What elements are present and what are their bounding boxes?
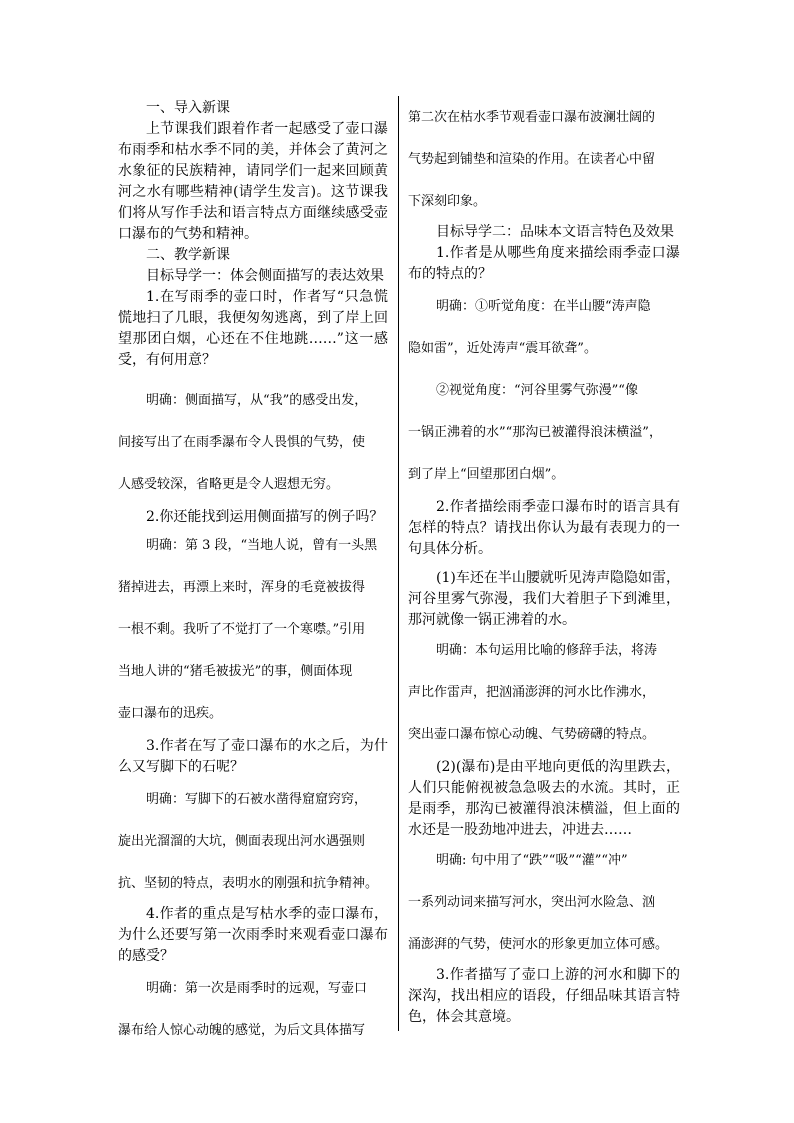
- answer-line: 猪掉进去，再漂上来时，浑身的毛竟被拔得: [118, 580, 366, 595]
- answer-line: 一锅正沸着的水”“那沟已被灌得浪沫横溢”，: [408, 425, 662, 440]
- question-2: 2.你还能找到运用侧面描写的例子吗？: [146, 509, 384, 525]
- answer-line: 间接写出了在雨季瀑布令人畏惧的气势，使: [118, 435, 366, 450]
- answer-line: 当地人讲的“猪毛被拔光”的事，侧面体现: [118, 664, 353, 679]
- question-3: 3.作者在写了壶口瀑布的水之后，为什么又写脚下的石呢？: [118, 738, 388, 775]
- answer-line: 明确：写脚下的石被水凿得窟窟窍窍，: [146, 792, 368, 807]
- answer-line: 一系列动词来描写河水，突出河水险急、汹: [408, 895, 656, 910]
- answer-line: 突出壶口瀑布惊心动魄、气势磅礴的特点。: [408, 727, 656, 742]
- question-r3: 3.作者描写了壶口上游的河水和脚下的深沟，找出相应的语段，仔细品味其语言特色，体会其意境。: [408, 967, 680, 1025]
- answer-line: 明确：①听觉角度：在半山腰“涛声隐: [436, 299, 651, 314]
- answer-line: 声比作雷声，把汹涌澎湃的河水比作沸水，: [408, 685, 656, 700]
- answer-line: 壶口瀑布的迅疾。: [118, 706, 223, 721]
- answer-line: 第二次在枯水季节观看壶口瀑布波澜壮阔的: [408, 110, 656, 125]
- answer-line: 一根不剩。我听了不觉打了一个寒噤。”引用: [118, 622, 366, 637]
- answer-line: 抗、坚韧的特点，表明水的刚强和抗争精神。: [118, 876, 379, 891]
- answer-r1: [408, 297, 680, 485]
- answer-line: 明确：第 3 段，“当地人说，曾有一头黑: [146, 538, 378, 553]
- answer-line: 明确: 句中用了“跌”“吸”“灌”“冲”: [436, 853, 628, 868]
- answer-line: 涌澎湃的气势，使河水的形象更加立体可感。: [408, 937, 669, 952]
- answer-line: 下深刻印象。: [408, 194, 487, 209]
- answer-s2: [408, 851, 680, 955]
- answer-3: [118, 790, 388, 894]
- question-1: 1.在写雨季的壶口时，作者写“只急慌慌地扫了几眼，我便匆匆逃离，到了岸上回望那团白烟，心还在不住地跳……”这一感受，有何用意？: [118, 289, 388, 368]
- answer-line: 旋出光溜溜的大坑，侧面表现出河水遇强则: [118, 834, 366, 849]
- answer-line: ②视觉角度：“河谷里雾气弥漫”“像: [436, 383, 638, 398]
- question-r2: 2.作者描绘雨季壶口瀑布时的语言具有怎样的特点？请找出你认为最有表现力的一句具体分析。: [408, 499, 680, 557]
- continued-answer: [408, 108, 680, 212]
- intro-paragraph: 上节课我们跟着作者一起感受了壶口瀑布雨季和枯水季不同的美，并体会了黄河之水象征的民族精神，请同学们一起来回顾黄河之水有哪些精神(请学生发言)。这节课我们将从写作手法和语言特点方面继续感受壶口瀑布的气势和精神。: [118, 121, 388, 242]
- example-sentence-2: (2)(瀑布)是由平地向更低的沟里跌去，人们只能俯视被急急吸去的水流。其时，正是雨季，那沟已被灌得浪沫横溢，但上面的水还是一股劲地冲进去，冲进去……: [408, 759, 680, 838]
- question-r1: 1.作者是从哪些角度来描绘雨季壶口瀑布的特点的？: [408, 245, 680, 282]
- goal-one-heading: 目标导学一：体会侧面描写的表达效果: [146, 268, 384, 284]
- answer-line: 明确：本句运用比喻的修辞手法，将涛: [436, 643, 658, 658]
- section-heading-intro: 一、导入新课: [146, 100, 230, 116]
- section-heading-new-lesson: 二、教学新课: [146, 247, 230, 263]
- right-column: [408, 98, 680, 1028]
- answer-line: 隐如雷”，近处涛声“震耳欲聋”。: [408, 341, 597, 356]
- answer-line: 气势起到铺垫和渲染的作用。在读者心中留: [408, 152, 656, 167]
- left-column: [118, 98, 388, 1041]
- answer-line: 明确：侧面描写，从“我”的感受出发，: [146, 393, 368, 408]
- question-4: 4.作者的重点是写枯水季的壶口瀑布，为什么还要写第一次雨季时来观看壶口瀑布的感受？: [118, 906, 388, 964]
- example-sentence-1: (1)车还在半山腰就听见涛声隐隐如雷，河谷里雾气弥漫，我们大着胆子下到滩里，那河就像一锅正沸着的水。: [408, 570, 680, 628]
- answer-2: [118, 536, 388, 724]
- goal-two-heading: 目标导学二：品味本文语言特色及效果: [436, 224, 674, 240]
- answer-4: [118, 979, 388, 1041]
- answer-line: 明确：第一次是雨季时的远观，写壶口: [146, 981, 368, 996]
- answer-line: 到了岸上“回望那团白烟”。: [408, 467, 565, 482]
- column-divider: [398, 96, 399, 1031]
- answer-line: 人感受较深，省略更是令人遐想无穷。: [118, 477, 340, 492]
- answer-s1: [408, 641, 680, 745]
- answer-1: [118, 391, 388, 495]
- answer-line: 瀑布给人惊心动魄的感觉，为后文具体描写: [118, 1023, 366, 1038]
